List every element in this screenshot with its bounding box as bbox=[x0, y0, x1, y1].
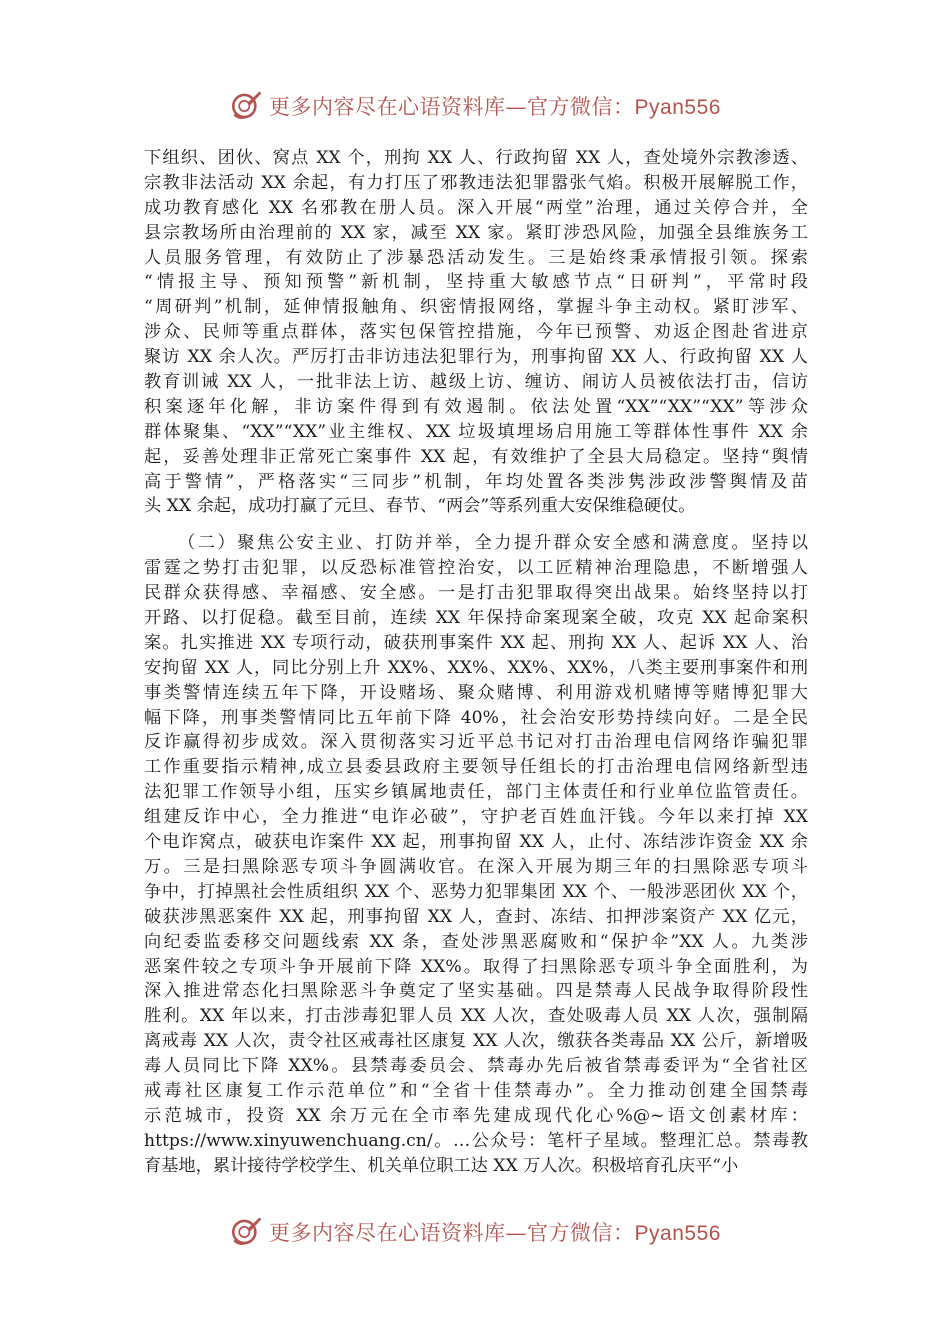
text-line: 安拘留 XX 人，同比分别上升 XX%、XX%、XX%、XX%，八类主要刑事案件和刑 bbox=[144, 657, 808, 678]
text-line: 胜利。XX 年以来，打击涉毒犯罪人员 XX 人次，查处吸毒人员 XX 人次，强制隔 bbox=[144, 1006, 808, 1027]
text-line: 聚访 XX 余人次。严厉打击非访违法犯罪行为，刑事拘留 XX 人、行政拘留 XX 人 bbox=[144, 347, 808, 368]
header-banner-text: 更多内容尽在心语资料库—官方微信：Pyan556 bbox=[269, 95, 721, 119]
header-watermark-banner bbox=[0, 86, 950, 126]
text-line: 事类警情连续五年下降，开设赌场、聚众赌博、利用游戏机赌博等赌博犯罪大 bbox=[144, 682, 808, 703]
footer-banner-text: 更多内容尽在心语资料库—官方微信：Pyan556 bbox=[269, 1221, 721, 1245]
paragraph-2 bbox=[144, 531, 808, 1178]
paragraph-1 bbox=[144, 146, 808, 519]
text-line: 恶案件较之专项斗争开展前下降 XX%。取得了扫黑除恶专项斗争全面胜利，为 bbox=[144, 956, 808, 977]
text-line: 万。三是扫黑除恶专项斗争圆满收官。在深入开展为期三年的扫黑除恶专项斗 bbox=[144, 856, 808, 877]
text-line: 个电诈窝点，破获电诈案件 XX 起，刑事拘留 XX 人，止付、冻结涉诈资金 XX 余 bbox=[144, 832, 808, 853]
text-line: 幅下降，刑事类警情同比五年前下降 40%，社会治安形势持续向好。二是全民 bbox=[144, 707, 808, 728]
text-line: “周研判”机制，延伸情报触角、织密情报网络，掌握斗争主动权。紧盯涉军、 bbox=[144, 297, 808, 318]
pen-logo-icon bbox=[229, 1215, 263, 1249]
text-line: 法犯罪工作领导小组，压实乡镇属地责任，部门主体责任和行业单位监管责任。 bbox=[144, 782, 808, 803]
text-line: “情报主导、预知预警”新机制，坚持重大敏感节点“日研判”，平常时段 bbox=[144, 272, 808, 293]
text-line: 民群众获得感、幸福感、安全感。一是打击犯罪取得突出战果。始终坚持以打 bbox=[144, 583, 808, 604]
text-line: 雷霆之势打击犯罪，以反恐标准管控治安，以工匠精神治理隐患，不断增强人 bbox=[144, 558, 808, 579]
text-line: 群体聚集、“XX”“XX”业主维权、XX 垃圾填埋场启用施工等群体性事件 XX 余 bbox=[144, 421, 808, 442]
text-line: 争中，打掉黑社会性质组织 XX 个、恶势力犯罪集团 XX 个、一般涉恶团伙 XX 个， bbox=[144, 881, 808, 902]
text-line: 高于警情”，严格落实“三同步”机制，年均处置各类涉隽涉政涉警舆情及苗 bbox=[144, 471, 808, 492]
text-line: 工作重要指示精神,成立县委县政府主要领导任组长的打击治理电信网络新型违 bbox=[144, 757, 808, 778]
header-wechat-id: Pyan556 bbox=[634, 96, 721, 119]
text-line: 组建反诈中心，全力推进“电诈必破”，守护老百姓血汗钱。今年以来打掉 XX bbox=[144, 807, 808, 828]
pen-logo-icon bbox=[229, 89, 263, 123]
text-line: 案。扎实推进 XX 专项行动，破获刑事案件 XX 起、刑拘 XX 人、起诉 XX 人、治 bbox=[144, 632, 808, 653]
text-line: （二）聚焦公安主业、打防并举，全力提升群众安全感和满意度。坚持以 bbox=[178, 533, 808, 554]
text-line: https://www.xinyuwenchuang.cn/。…公众号：笔杆子星域。整理汇总。禁毒教 bbox=[144, 1130, 808, 1151]
text-line: 育基地，累计接待学校学生、机关单位职工达 XX 万人次。积极培育孔庆平“小 bbox=[144, 1155, 739, 1176]
text-line: 积案逐年化解，非访案件得到有效遏制。依法处置“XX”“XX”“XX”等涉众 bbox=[144, 396, 808, 417]
text-line: 向纪委监委移交问题线索 XX 条，查处涉黑恶腐败和“保护伞”XX 人。九类涉 bbox=[144, 931, 808, 952]
text-line: 宗教非法活动 XX 余起，有力打压了邪教违法犯罪嚣张气焰。积极开展解脱工作， bbox=[144, 172, 808, 193]
text-line: 下组织、团伙、窝点 XX 个，刑拘 XX 人、行政拘留 XX 人，查处境外宗教渗透、 bbox=[144, 148, 808, 168]
text-line: 成功教育感化 XX 名邪教在册人员。深入开展“两堂”治理，通过关停合并，全 bbox=[144, 197, 808, 218]
footer-wechat-id: Pyan556 bbox=[634, 1222, 721, 1245]
text-line: 深入推进常态化扫黑除恶斗争奠定了坚实基础。四是禁毒人民战争取得阶段性 bbox=[144, 981, 808, 1002]
text-line: 开路、以打促稳。截至目前，连续 XX 年保持命案现案全破，攻克 XX 起命案积 bbox=[144, 608, 808, 629]
text-line: 教育训诫 XX 人，一批非法上访、越级上访、缠访、闹访人员被依法打击，信访 bbox=[144, 372, 808, 393]
text-line: 示范城市，投资 XX 余万元在全市率先建成现代化心%@~语文创素材库： bbox=[144, 1105, 808, 1126]
footer-watermark-banner bbox=[0, 1212, 950, 1252]
text-line: 县宗教场所由治理前的 XX 家，减至 XX 家。紧盯涉恐风险，加强全县维族务工 bbox=[144, 222, 808, 243]
text-line: 反诈赢得初步成效。深入贯彻落实习近平总书记对打击治理电信网络诈骗犯罪 bbox=[144, 732, 808, 753]
text-line: 头 XX 余起，成功打赢了元旦、春节、“两会”等系列重大安保维稳硬仗。 bbox=[144, 496, 696, 517]
text-line: 离戒毒 XX 人次，责令社区戒毒社区康复 XX 人次，缴获各类毒品 XX 公斤，新增吸 bbox=[144, 1031, 808, 1052]
text-line: 毒人员同比下降 XX%。县禁毒委员会、禁毒办先后被省禁毒委评为“全省社区 bbox=[144, 1056, 808, 1077]
text-line: 破获涉黑恶案件 XX 起，刑事拘留 XX 人，查封、冻结、扣押涉案资产 XX 亿元， bbox=[144, 906, 808, 927]
text-line: 戒毒社区康复工作示范单位”和“全省十佳禁毒办”。全力推动创建全国禁毒 bbox=[144, 1080, 808, 1101]
text-line: 涉众、民师等重点群体，落实包保管控措施，今年已预警、劝返企图赴省进京 bbox=[144, 322, 808, 343]
document-body bbox=[144, 146, 808, 1179]
text-line: 人员服务管理，有效防止了涉暴恐活动发生。三是始终秉承情报引领。探索 bbox=[144, 247, 808, 268]
text-line: 起，妥善处理非正常死亡案事件 XX 起，有效维护了全县大局稳定。坚持“舆情 bbox=[144, 446, 808, 467]
